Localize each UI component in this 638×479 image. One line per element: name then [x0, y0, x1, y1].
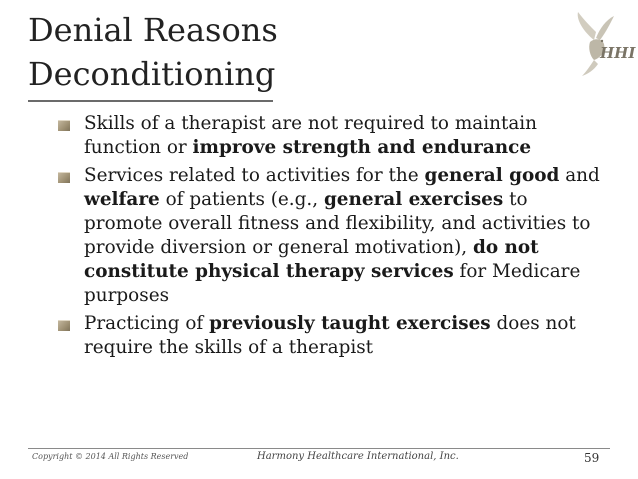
- slide-title: [28, 8, 278, 96]
- bullet-text: does not require the skills of a therapist: [84, 313, 576, 358]
- bullet-bold-text: welfare: [84, 189, 160, 210]
- title-line-2: Deconditioning: [28, 55, 276, 93]
- bullet-item: [58, 112, 603, 160]
- footer-copyright: Copyright © 2014 All Rights Reserved: [32, 452, 189, 461]
- title-underline: [28, 100, 273, 102]
- page-number: 59: [584, 451, 600, 465]
- title-line-1: Denial Reasons: [28, 11, 278, 49]
- bullet-text: of patients (e.g.,: [159, 189, 324, 210]
- bullet-text: Skills of a therapist are not required to maintain function or: [84, 113, 538, 158]
- hhi-logo: [560, 10, 636, 80]
- bullet-bold-text: general exercises: [323, 189, 504, 210]
- bullet-list: [58, 112, 603, 360]
- bullet-text: to promote overall fitness and flexibility, and activities to provide diversion or general motivation),: [84, 189, 591, 258]
- footer-divider: [28, 448, 610, 449]
- bullet-bold-text: general good: [424, 165, 560, 186]
- footer-company: Harmony Healthcare International, Inc.: [257, 451, 459, 462]
- bullet-bold-text: previously taught exercises: [209, 313, 491, 334]
- bullet-text: Services related to activities for the: [84, 165, 425, 186]
- bullet-bold-text: do not constitute physical therapy services: [84, 237, 539, 282]
- bullet-item: [58, 164, 603, 308]
- bullet-item: [58, 312, 603, 360]
- bullet-bold-text: improve strength and endurance: [192, 137, 532, 158]
- bullet-marker-icon: [58, 120, 70, 131]
- bullet-text: and: [559, 165, 600, 186]
- bullet-text: for Medicare purposes: [84, 261, 581, 306]
- logo-text: HHI: [600, 44, 636, 62]
- bullet-marker-icon: [58, 320, 70, 331]
- dove-icon: [560, 10, 636, 80]
- bullet-text: Practicing of: [84, 313, 210, 334]
- bullet-marker-icon: [58, 172, 70, 183]
